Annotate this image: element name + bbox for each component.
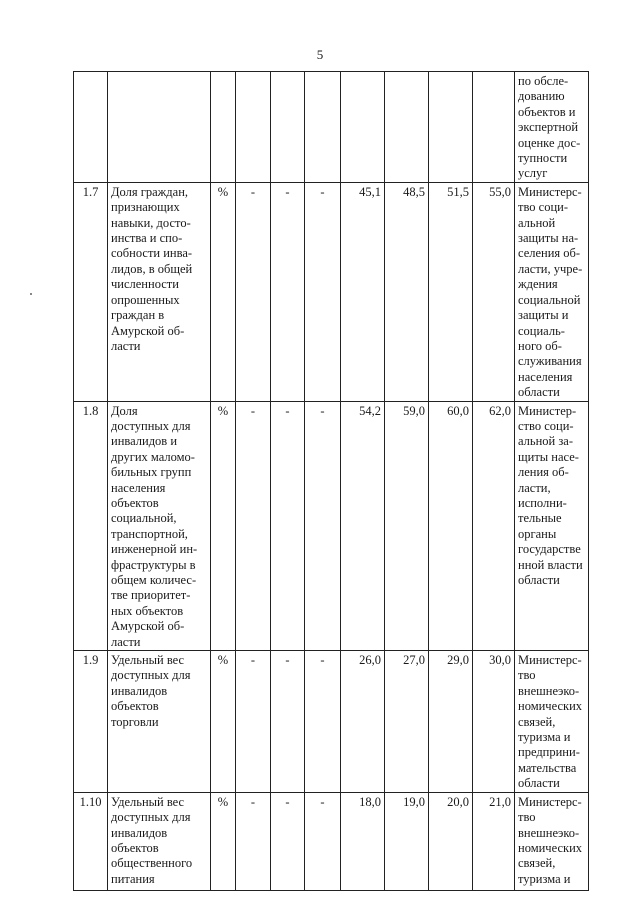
cell-value: 54,2 <box>341 401 385 651</box>
cell-name: Доля доступных для инвалидов и других маломо- бильных групп населения объектов социальной, транспортной, инженерной ин- фраструктуры в общем количес- тве приоритет- ных объектов Амурской об- ласти <box>108 401 211 651</box>
cell-value <box>473 72 515 183</box>
cell-num <box>74 72 108 183</box>
cell-value: 45,1 <box>341 182 385 401</box>
cell-value: 29,0 <box>429 651 473 793</box>
cell-value: 48,5 <box>385 182 429 401</box>
table-row-1-7 <box>74 182 589 401</box>
cell-unit <box>211 72 236 183</box>
cell-responsible: Министер- ство соци- альной за- щиты насе- ления об- ласти, исполни- тельные органы государстве нной власти области <box>515 401 589 651</box>
cell-value: 20,0 <box>429 792 473 890</box>
cell-value: 26,0 <box>341 651 385 793</box>
cell-value: 62,0 <box>473 401 515 651</box>
cell-num: 1.7 <box>74 182 108 401</box>
cell-value: 51,5 <box>429 182 473 401</box>
cell-num: 1.8 <box>74 401 108 651</box>
cell-dash: - <box>271 182 305 401</box>
cell-unit: % <box>211 792 236 890</box>
cell-blank <box>305 72 341 183</box>
cell-responsible: Министерс- тво внешнеэко- номических связей, туризма и предприни- мательства области <box>515 651 589 793</box>
responsible-text: по обсле- дованию объектов и экспертной оценке дос- тупности услуг <box>518 74 581 181</box>
cell-dash: - <box>305 651 341 793</box>
cell-value: 30,0 <box>473 651 515 793</box>
cell-name: Удельный вес доступных для инвалидов объектов общественного питания <box>108 792 211 890</box>
cell-dash: - <box>271 651 305 793</box>
cell-dash: - <box>305 401 341 651</box>
cell-responsible: Министерс- тво внешнеэко- номических связей, туризма и <box>515 792 589 890</box>
cell-dash: - <box>236 401 271 651</box>
cell-dash: - <box>305 182 341 401</box>
cell-dash: - <box>271 401 305 651</box>
cell-value: 55,0 <box>473 182 515 401</box>
cell-responsible <box>515 72 589 183</box>
page-number: 5 <box>316 47 324 62</box>
cell-dash: - <box>236 792 271 890</box>
cell-value <box>385 72 429 183</box>
table-row-continued <box>74 72 589 183</box>
cell-value: 27,0 <box>385 651 429 793</box>
cell-num: 1.9 <box>74 651 108 793</box>
cell-blank <box>236 72 271 183</box>
scan-dot <box>30 293 32 295</box>
indicators-table <box>73 71 589 891</box>
cell-dash: - <box>305 792 341 890</box>
cell-value: 59,0 <box>385 401 429 651</box>
cell-responsible: Министерс- тво соци- альной защиты на- селения об- ласти, учре- ждения социальной защиты и социаль- ного об- служивания населения области <box>515 182 589 401</box>
table-row-1-8 <box>74 401 589 651</box>
cell-value: 19,0 <box>385 792 429 890</box>
cell-name: Доля граждан, признающих навыки, досто- инства и спо- собности инва- лидов, в общей численности опрошенных граждан в Амурской об- ласти <box>108 182 211 401</box>
cell-value: 18,0 <box>341 792 385 890</box>
cell-name: Удельный вес доступных для инвалидов объектов торговли <box>108 651 211 793</box>
cell-value <box>341 72 385 183</box>
cell-num: 1.10 <box>74 792 108 890</box>
cell-unit: % <box>211 651 236 793</box>
cell-dash: - <box>271 792 305 890</box>
cell-dash: - <box>236 182 271 401</box>
cell-value: 21,0 <box>473 792 515 890</box>
cell-value <box>429 72 473 183</box>
cell-unit: % <box>211 401 236 651</box>
cell-dash: - <box>236 651 271 793</box>
cell-value: 60,0 <box>429 401 473 651</box>
cell-unit: % <box>211 182 236 401</box>
cell-blank <box>271 72 305 183</box>
cell-name <box>108 72 211 183</box>
table-row-1-10 <box>74 792 589 890</box>
table-body <box>74 72 589 891</box>
table-row-1-9 <box>74 651 589 793</box>
